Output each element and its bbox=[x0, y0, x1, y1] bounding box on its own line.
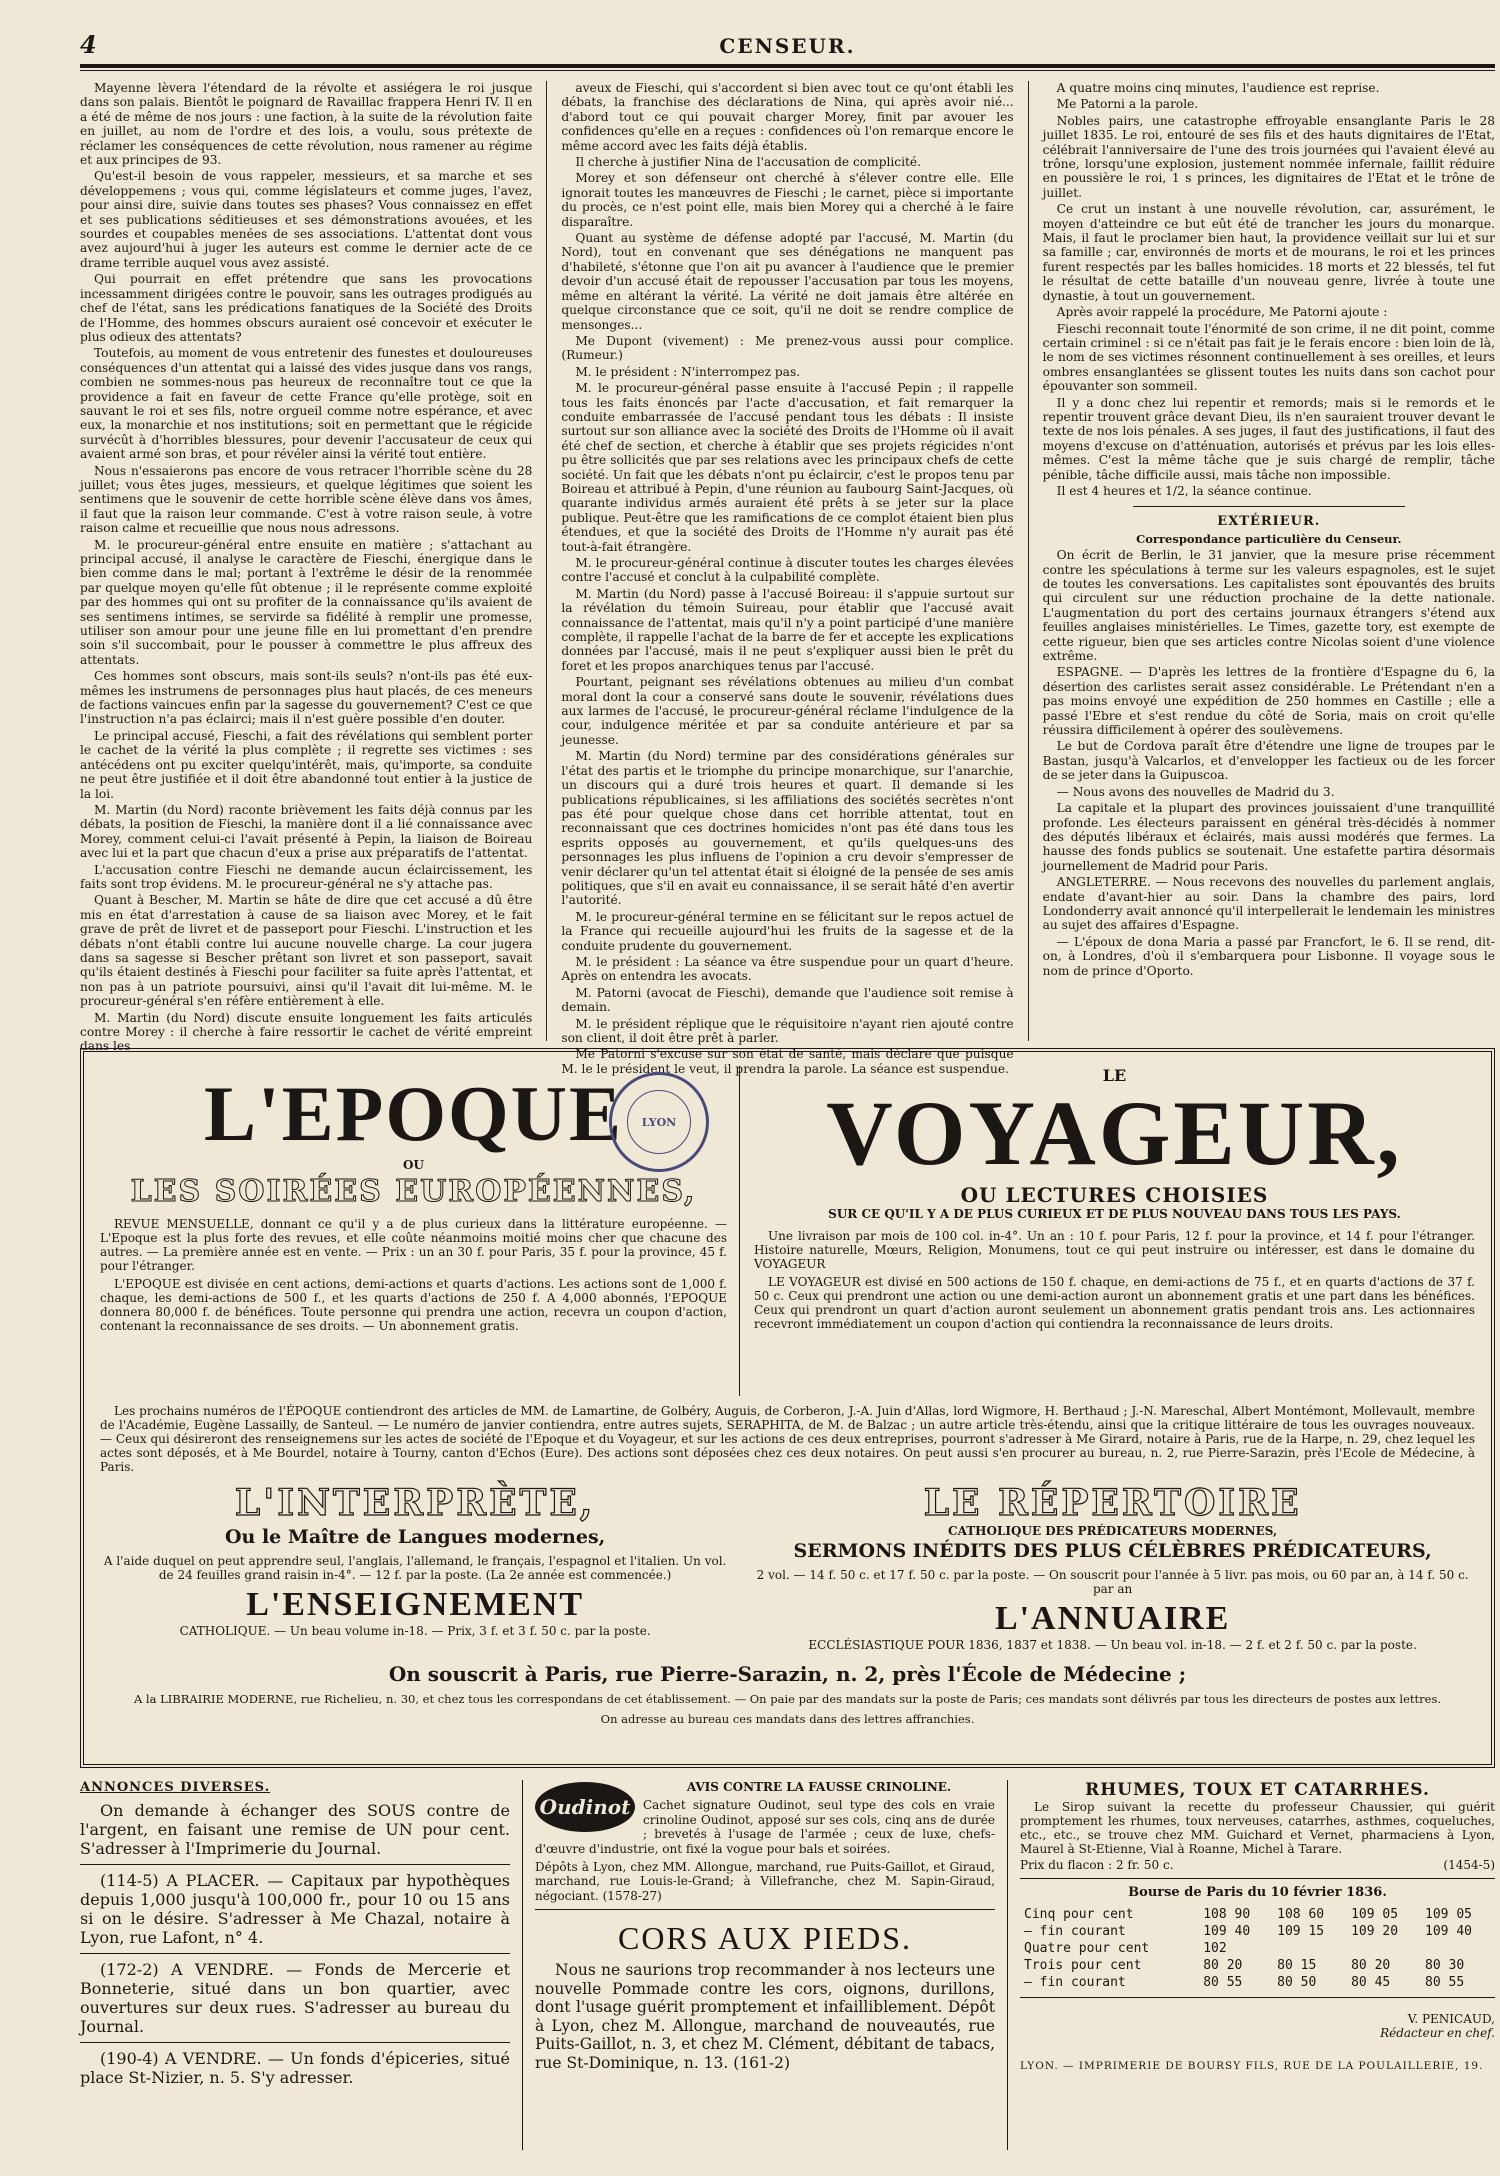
article-paragraph: Quant à Bescher, M. Martin se hâte de dire que cet accusé a dû être mis en état d'arrestation à cause de sa liaison avec Morey, et le fait grave de prêt de livret et de passeport pour Fieschi. L'instruction et les débats n'ont établi contre lui aucune nouvelle charge. La cour jugera dans sa sagesse si Bescher prêtant son livret et son passeport, savait qu'ils étaient destinés à Fieschi pour faciliter sa fuite après l'attentat, et non pas à un patriote poursuivi, ainsi qu'il l'avait dit lui-même. M. le procureur-général s'en réfère entièrement à elle. bbox=[80, 893, 533, 1009]
epoque-voyageur-note: Les prochains numéros de l'ÉPOQUE contiendront des articles de MM. de Lamartine, de Golbéry, Auguis, de Corberon, J.-A. Juin d'Allas, lord Wigmore, H. Berthaud ; J.-N. Mareschal, Albert Montémont, Mollevault, membre de l'Académie, Eugène Lassailly, de Santeul. — Le numéro de janvier contiendra, entre autres sujets, SERAPHITA, de M. de Balzac ; un autre article très-étendu, ainsi que la critique littéraire de tous les ouvrages nouveaux. — Ceux qui désireront des renseignemens sur les actes de société de l'Epoque et du Voyageur, et sur les actions de ces deux entreprises, pourront s'adresser à Me Girard, notaire à Paris, rue de la Harpe, n. 29, chez lequel les actes sont déposés, et à Me Bourdel, notaire à Tourny, canton d'Echos (Eure). Des actions sont déposées chez ces deux notaires. On peut aussi s'en procurer au bureau, n. 2, rue Pierre-Sarazin, près l'Ecole de Médecine, à Paris. bbox=[100, 1404, 1475, 1474]
article-paragraph: Qu'est-il besoin de vous rappeler, messieurs, et sa marche et ses développemens ; vous qui, comme législateurs et comme juges, l'avez, pour ainsi dire, suivie dans toutes ses phases? Vous connaissez en effet et ses publications séditieuses et ses démonstrations avouées, et les sourdes et coupables menées de ses associations. L'attentat dont vous avez aujourd'hui à juger les auteurs est comme le dernier acte de ce drame terrible auquel vous avez assisté. bbox=[80, 169, 533, 270]
rhumes-bourse-column bbox=[1008, 1780, 1495, 2150]
article-paragraph: Morey et son défenseur ont cherché à s'élever contre elle. Elle ignorait toutes les manœuvres de Fieschi ; le carnet, pièce si importante du procès, ce n'est point elle, mais bien Morey qui a cherché à le faire disparaître. bbox=[561, 171, 1014, 229]
section-rule bbox=[1133, 506, 1404, 507]
epoque-ou: OU bbox=[403, 1158, 424, 1172]
enseignement-body: CATHOLIQUE. — Un beau volume in-18. — Prix, 3 f. et 3 f. 50 c. par la poste. bbox=[179, 1624, 651, 1638]
advertisement-box bbox=[80, 1048, 1495, 1768]
stamp-center: LYON bbox=[627, 1090, 691, 1154]
bourse-row bbox=[1020, 1923, 1495, 1940]
epoque-ad bbox=[100, 1066, 740, 1396]
exterieur-body bbox=[1043, 548, 1495, 978]
article-paragraph: M. le procureur-général continue à discuter toutes les charges élevées contre l'accusé et conclut à la culpabilité complète. bbox=[561, 556, 1014, 585]
repertoire-body: 2 vol. — 14 f. 50 c. et 17 f. 50 c. par la poste. — On souscrit pour l'année à 5 livr. pas mois, ou 60 par an, à 14 f. 50 c. par an bbox=[756, 1568, 1469, 1596]
column-separator bbox=[1028, 81, 1029, 1041]
editor-role: Rédacteur en chef. bbox=[1380, 2026, 1495, 2040]
article-paragraph: Nobles pairs, une catastrophe effroyable ensanglante Paris le 28 juillet 1835. Le roi, entouré de ses fils et des hauts dignitaires de l'Etat, célébrait l'anniversaire de l'une des trois journées qui l'avaient élevé au trône, lorsqu'une explosion, justement nommée infernale, faillit réduire en poussière le roi, 1 s princes, les dignitaires de l'Etat et le trône de juillet. bbox=[1042, 113, 1495, 200]
voyageur-le: LE bbox=[1102, 1066, 1127, 1085]
running-title: CENSEUR. bbox=[719, 34, 856, 58]
bourse-value: 80 30 bbox=[1425, 1958, 1465, 1973]
bourse-value: 80 20 bbox=[1351, 1958, 1391, 1973]
article-paragraph: Le principal accusé, Fieschi, a fait des révélations qui semblent porter le cachet de la vérité la plus complète ; il regrette ses victimes : ses antécédens ont pu exciter quelqu'intérêt, mais, qu'importe, sa conduite ne peut être justifiée et il doit être abandonné tout entier à la justice de la loi. bbox=[80, 728, 533, 801]
classified-ad: (172-2) A VENDRE. — Fonds de Mercerie et Bonneterie, situé dans un bon quartier, avec ouvertures sur deux rues. S'adresser au bureau du Journal. bbox=[80, 1960, 510, 2036]
divider bbox=[1020, 1997, 1495, 1998]
article-paragraph: aveux de Fieschi, qui s'accordent si bien avec tout ce qu'ont établi les débats, la franchise des déclarations de Nina, qui après avoir nié... d'abord tout ce qui pouvait charger Morey, finit par avouer les confidences qu'elle en a reçues : confidences où l'on remarque encore le même accord avec les faits déjà établis. bbox=[561, 81, 1014, 153]
voyageur-title: VOYAGEUR, bbox=[826, 1082, 1403, 1184]
bourse-value: 80 55 bbox=[1203, 1975, 1243, 1990]
epoque-paragraph-1: REVUE MENSUELLE, donnant ce qu'il y a de plus curieux dans la littérature européenne. — L'Epoque est la plus forte des revues, et elle coûte néanmoins moitié moins cher que chacune des autres. — La première année est en vente. — Prix : un an 30 f. pour Paris, 35 f. pour la province, 45 f. pour l'étranger. bbox=[100, 1217, 727, 1273]
article-paragraph: M. le procureur-général entre ensuite en matière ; s'attachant au principal accusé, il analyse le caractère de Fieschi, énergique dans le bien comme dans le mal; portant à l'extrême le désir de la renommée par quelque moyen qu'elle fût obtenue ; il le représente comme exploité par des hommes qui ont su profiter de la connaissance qu'ils avaient de ses sentimens intimes, se servirde sa fidélité à remplir une promesse, utiliser son amour pour une jeune fille en lui promettant d'en prendre soin s'il succombait, pour le pousser à commettre le plus affreux des attentats. bbox=[80, 537, 533, 667]
bourse-table bbox=[1020, 1906, 1495, 1991]
bourse-value: 80 15 bbox=[1277, 1958, 1317, 1973]
bourse-title: Bourse de Paris du 10 février 1836. bbox=[1128, 1885, 1387, 1900]
annonces-heading: ANNONCES DIVERSES. bbox=[80, 1780, 271, 1795]
news-paragraph: — L'époux de dona Maria a passé par Francfort, le 6. Il se rend, dit-on, à Londres, d'où il s'embarquera pour Lisbonne. Il voyage sous le nom de prince d'Oporto. bbox=[1042, 934, 1495, 978]
bourse-value bbox=[1347, 1940, 1421, 1957]
voyageur-paragraph-1: Une livraison par mois de 100 col. in-4°. Un an : 10 f. pour Paris, 12 f. pour la province, et 14 f. pour l'étranger. Histoire naturelle, Mœurs, Religion, Monumens, tout ce qui peut instruire ou intéresser, est dans le domaine du VOYAGEUR bbox=[753, 1229, 1475, 1271]
article-paragraph: Il est 4 heures et 1/2, la séance continue. bbox=[1056, 483, 1312, 498]
printer-imprint: LYON. — IMPRIMERIE DE BOURSY FILS, RUE DE LA POULAILLERIE, 19. bbox=[1020, 2060, 1484, 2072]
bourse-value: 109 05 bbox=[1351, 1907, 1399, 1922]
bourse-label: Quatre pour cent bbox=[1024, 1941, 1150, 1956]
page-header bbox=[80, 28, 1495, 64]
rhumes-body: Le Sirop suivant la recette du professeur Chaussier, qui guérit promptement les rhumes, toux nerveuses, catarrhes, asthmes, coqueluches, etc., etc., se trouve chez MM. Guichard et Vernet, pharmaciens à Lyon, Maurel à St-Etienne, Vial à Roanne, Michel à Tarare. bbox=[1020, 1800, 1495, 1856]
interprete-body: A l'aide duquel on peut apprendre seul, l'anglais, l'allemand, le français, l'espagnol et l'italien. Un vol. de 24 feuilles grand raisin in-4°. — 12 f. par la poste. (La 2e année est commencée.) bbox=[103, 1554, 727, 1582]
annuaire-title: L'ANNUAIRE bbox=[994, 1600, 1231, 1637]
enseignement-title: L'ENSEIGNEMENT bbox=[246, 1586, 585, 1623]
interprete-subtitle: Ou le Maître de Langues modernes, bbox=[224, 1526, 606, 1548]
article-paragraph: Il y a donc chez lui repentir et remords; mais si le remords et le repentir trouvent grâce devant Dieu, ils n'en sauraient trouver devant le texte de nos lois pénales. A ses juges, il faut des justifications, il faut des moyens d'excuse on d'atténuation, autorisés et prévus par les lois elles-mêmes. C'est la même tâche que je suis chargé de remplir, tâche pénible, tâche difficile aussi, mais tâche non impossible. bbox=[1042, 395, 1495, 482]
odinot-body-2: Dépôts à Lyon, chez MM. Allongue, marchand, rue Puits-Gaillot, et Giraud, marchand, rue Louis-le-Grand; à Villefranche, chez M. Sapin-Giraud, négociant. (1578-27) bbox=[535, 1860, 995, 1903]
article-paragraph: M. le président : N'interrompez pas. bbox=[575, 364, 801, 379]
annuaire-body: ECCLÉSIASTIQUE POUR 1836, 1837 et 1838. — Un beau vol. in-18. — 2 f. et 2 f. 50 c. par la poste. bbox=[808, 1638, 1417, 1652]
trial-continuation bbox=[1043, 81, 1495, 498]
column-separator bbox=[546, 81, 547, 1041]
bourse-value bbox=[1273, 1940, 1347, 1957]
interprete-title: L'INTERPRÈTE, bbox=[234, 1482, 596, 1524]
news-paragraph: Le but de Cordova paraît être d'étendre une ligne de troupes par le Bastan, jusqu'à Valcarlos, et d'envelopper les factieux ou de les forcer de se jeter dans la Guipuscoa. bbox=[1042, 739, 1495, 783]
repertoire-subtitle: CATHOLIQUE DES PRÉDICATEURS MODERNES, bbox=[948, 1524, 1278, 1538]
article-paragraph: M. Martin (du Nord) discute ensuite longuement les faits articulés contre Morey : il cherche à faire ressortir le cachet de vérité empreint dans les bbox=[80, 1010, 533, 1054]
divider bbox=[80, 2042, 510, 2043]
article-paragraph: M. Patorni (avocat de Fieschi), demande que l'audience soit remise à demain. bbox=[561, 985, 1014, 1015]
epoque-title: L'EPOQUE bbox=[203, 1070, 624, 1157]
article-paragraph: Qui pourrait en effet prétendre que sans les provocations incessamment dirigées contre le pouvoir, sans les outrages prodigués au chef de l'état, sans les prédications fanatiques de la Société des Droits de l'Homme, des hommes obscurs auraient osé concevoir et exécuter le plus odieux des attentats? bbox=[80, 272, 533, 344]
bourse-value: 109 05 bbox=[1425, 1907, 1472, 1922]
repertoire-subtitle-2: SERMONS INÉDITS DES PLUS CÉLÈBRES PRÉDICATEURS, bbox=[793, 1540, 1432, 1562]
cors-title: CORS AUX PIEDS. bbox=[617, 1920, 913, 1957]
bourse-value: 109 40 bbox=[1203, 1924, 1251, 1939]
header-rule-thin bbox=[80, 70, 1495, 71]
rhumes-ref: (1454-5) bbox=[1443, 1858, 1495, 1872]
bourse-value: 80 20 bbox=[1203, 1958, 1243, 1973]
odinot-cors-column bbox=[523, 1780, 1008, 2150]
page-number: 4 bbox=[80, 30, 97, 59]
bourse-row bbox=[1020, 1906, 1495, 1923]
column-1 bbox=[80, 81, 533, 1054]
news-paragraph: On écrit de Berlin, le 31 janvier, que la mesure prise récemment contre les spéculations à terme sur les valeurs espagnoles, est le sujet de toutes les conversations. Les capitalistes sont épouvantés des bruits qui circulent sur une réduction prochaine de la dette nationale. L'augmentation du port des certains journaux étrangers s'étend aux feuilles anglaises ministérielles. Le Times, gazette tory, est exempte de cette rigueur, bien que ses articles contre Nicolas soient d'une violence extrême. bbox=[1042, 548, 1495, 664]
bourse-value: 109 20 bbox=[1351, 1924, 1399, 1939]
newspaper-page bbox=[80, 28, 1495, 2168]
article-paragraph: Me Patorni s'excuse sur son état de santé, mais déclare que puisque M. le le président le veut, il prendra la parole. La séance est suspendue. bbox=[561, 1047, 1014, 1076]
editor-signature: V. PENICAUD, bbox=[1407, 2012, 1495, 2026]
voyageur-subtitle-2: SUR CE QU'IL Y A DE PLUS CURIEUX ET DE PLUS NOUVEAU DANS TOUS LES PAYS. bbox=[828, 1207, 1401, 1221]
divider bbox=[535, 1909, 995, 1910]
article-paragraph: M. le procureur-général termine en se félicitant sur le repos actuel de la France qui recueille aujourd'hui les fruits de la sagesse et de la conduite prudente du gouvernement. bbox=[561, 909, 1014, 953]
bourse-label: — fin courant bbox=[1024, 1924, 1126, 1939]
news-paragraph: — Nous avons des nouvelles de Madrid du 3. bbox=[1056, 784, 1335, 799]
article-columns bbox=[80, 81, 1495, 1076]
bourse-value bbox=[1421, 1940, 1495, 1957]
classified-ad: On demande à échanger des SOUS contre de l'argent, en faisant une remise de UN pour cent. S'adresser à l'Imprimerie du Journal. bbox=[80, 1801, 510, 1858]
article-paragraph: Quant au système de défense adopté par l'accusé, M. Martin (du Nord), tout en convenant que ses dénégations ne manquent pas d'habileté, s'étonne que l'on ait pu avancer à l'audience que le premier devoir d'un accusé était de repousser l'accusation par tous les moyens, même en altérant la vérité. La vérité ne doit jamais être altérée en quelque circonstance que ce soit, qu'il ne doit se rendre complice de mensonges... bbox=[561, 231, 1014, 332]
news-paragraph: La capitale et la plupart des provinces jouissaient d'une tranquillité profonde. Les électeurs paraissent en général très-décidés à nommer des députés libéraux et éclairés, mais aussi modérés que fermes. La hausse des fonds publics se soutenait. Une estafette partira désormais journellement de Madrid pour Paris. bbox=[1042, 801, 1495, 873]
bourse-value: 80 50 bbox=[1277, 1975, 1317, 1990]
subscription-line: On souscrit à Paris, rue Pierre-Sarazin, n. 2, près l'École de Médecine ; bbox=[388, 1662, 1187, 1686]
odinot-logo: Oudinot bbox=[535, 1782, 635, 1832]
column-2 bbox=[561, 81, 1014, 1076]
bourse-label: Trois pour cent bbox=[1024, 1958, 1142, 1973]
article-paragraph: Pourtant, peignant ses révélations obtenues au milieu d'un combat moral dont la cour a conservé sans doute le souvenir, révélations dues aux larmes de l'accusé, le procureur-général réclame l'indulgence de la cour, indulgence méritée et par sa conduite antérieure et par sa jeunesse. bbox=[561, 675, 1014, 747]
article-paragraph: Fieschi reconnait toute l'énormité de son crime, il ne dit point, comme certain criminel : si ce n'était pas fait je le ferais encore : bien loin de là, le nom de ses victimes résonnent continuellement à ses oreilles, et leurs ombres ensanglantées se glissent toutes les nuits dans son cachot pour épouvanter son sommeil. bbox=[1042, 321, 1495, 394]
article-paragraph: Nous n'essaierons pas encore de vous retracer l'horrible scène du 28 juillet; vous êtes juges, messieurs, et quelque légitimes que soient les sentimens que le souvenir de cette horrible scène élève dans vos âmes, il faut que la raison leur commande. C'est à votre raison seule, à votre raison calme et recueillie que nous nous adressons. bbox=[80, 463, 533, 536]
voyageur-ad bbox=[740, 1066, 1475, 1396]
epoque-paragraph-2: L'EPOQUE est divisée en cent actions, demi-actions et quarts d'actions. Les actions sont de 1,000 f. chaque, les demi-actions de 500 f., et les quarts d'actions de 250 f. A 4,000 abonnés, l'EPOQUE donnera 80,000 f. de bénéfices. Toute personne qui prendra une action, recevra un coupon d'action, contenant la reconnaissance de ses droits. — Un abonnement gratis. bbox=[100, 1277, 727, 1333]
divider bbox=[80, 1953, 510, 1954]
annonces-column bbox=[80, 1780, 523, 2150]
exterieur-title: EXTÉRIEUR. bbox=[1217, 514, 1321, 530]
article-paragraph: M. Martin (du Nord) termine par des considérations générales sur l'état des partis et le triomphe du principe monarchique, sur l'anarchie, un discours qui a duré trois heures et quart. Il demande si les publications républicaines, si les affiliations des sociétés secrètes n'ont pas été pour quelque chose dans cet horrible attentat, tout en reconnaissant que ces doctrines homicides n'ont pas été dans tous les esprits opposés au gouvernement, et qu'ils quelques-uns des personnages les plus influens de l'opinion a cru devoir s'empresser de venir déclarer qu'un tel attentat était si éloigné de la pensée de ses amis politiques, que s'il en avait eu connaissance, il se serait hâté d'en avertir l'autorité. bbox=[561, 749, 1014, 908]
bourse-label: Cinq pour cent bbox=[1024, 1907, 1134, 1922]
odinot-body: Cachet signature Oudinot, seul type des cols en vraie crinoline Oudinot, apposé sur ses cols, cinq ans de durée ; brevetés à l'usage de l'armée ; ceux de luxe, chefs-d'œuvre d'industrie, ont fixé la vogue pour bals et soirées. bbox=[535, 1798, 995, 1856]
article-paragraph: M. le président réplique que le réquisitoire n'ayant rien ajouté contre son client, il doit être prêt à parler. bbox=[561, 1016, 1014, 1045]
article-paragraph: Mayenne lèvera l'étendard de la révolte et assiégera le roi jusque dans son palais. Bientôt le poignard de Ravaillac frappera Henri IV. Il en a été de même de nos jours : une faction, à la suite de la révolution faite en juillet, au nom de l'ordre et des lois, a voulu, sous prétexte de réclamer les conséquences de cette révolution, nous ramener au régime et aux principes de 93. bbox=[80, 81, 533, 168]
bourse-label: — fin courant bbox=[1024, 1975, 1126, 1990]
column-3 bbox=[1043, 81, 1495, 1041]
voyageur-subtitle: OU LECTURES CHOISIES bbox=[960, 1183, 1269, 1207]
ad-footnote-1: A la LIBRAIRIE MODERNE, rue Richelieu, n. 30, et chez tous les correspondans de cet établissement. — On paie par des mandats sur la poste de Paris; ces mandats sont délivrés par tous les directeurs de postes aux lettres. bbox=[133, 1692, 1442, 1706]
article-paragraph: Toutefois, au moment de vous entretenir des funestes et douloureuses conséquences d'un attentat qui a laissé des vides jusque dans vos rangs, combien ne sommes-nous pas heureux de reconnaître tout ce que la providence a fait en faveur de cette France qu'elle protège, soit en sauvant le roi et ses fils, notre orgueil comme notre espérance, et avec eux, la monarchie et nos institutions; soit en permettant que le régicide survécût à d'horribles blessures, pour devenir l'accusateur de ceux qui avaient armé son bras, et pour révéler ainsi la vérité tout entière. bbox=[80, 346, 533, 462]
library-stamp bbox=[609, 1072, 709, 1172]
classified-section bbox=[80, 1780, 1495, 2150]
article-paragraph: Après avoir rappelé la procédure, Me Patorni ajoute : bbox=[1056, 305, 1388, 320]
article-paragraph: L'accusation contre Fieschi ne demande aucun éclaircissement, les faits sont trop évidens. M. le procureur-général ne s'y attache pas. bbox=[80, 862, 533, 891]
cors-body: Nous ne saurions trop recommander à nos lecteurs une nouvelle Pommade contre les cors, oignons, durillons, dont l'usage guérit promptement et infailliblement. Dépôt à Lyon, chez M. Allongue, marchand de nouveautés, rue Puits-Gaillot, n. 3, et chez M. Clément, débitant de tabacs, rue St-Dominique, n. 13. (161-2) bbox=[535, 1961, 995, 2072]
article-paragraph: M. Martin (du Nord) passe à l'accusé Boireau: il s'appuie surtout sur la révélation du témoin Suireau, pour établir que l'accusé avait connaissance de l'attentat, mais qu'il n'y a point participé d'une manière complète, il rappelle l'achat de la barre de fer et accepte les explications données par l'accusé, mais il ne peut s'expliquer aussi bien le prêt du foret et les propos anarchiques tenus par l'accusé. bbox=[561, 586, 1014, 673]
divider bbox=[1020, 1878, 1495, 1879]
article-paragraph: Me Patorni a la parole. bbox=[1056, 97, 1199, 112]
article-paragraph: Me Dupont (vivement) : Me prenez-vous aussi pour complice. (Rumeur.) bbox=[561, 333, 1014, 363]
ad-footnote-2: On adresse au bureau ces mandats dans des lettres affranchies. bbox=[600, 1712, 975, 1726]
divider bbox=[80, 1864, 510, 1865]
article-paragraph: Ce crut un instant à une nouvelle révolution, car, assurément, le moyen d'atteindre ce but eût été de trancher les jours du monarque. Mais, il faut le proclamer bien haut, la providence veillait sur lui et sur sa famille ; car, environnés de morts et de mourans, le roi et les princes furent respectés par les balles homicides. 18 morts et 22 blessés, tel fut le résultat de cette bataille d'un nouveau genre, livrée à toute une dynastie, à tout un gouvernement. bbox=[1042, 202, 1495, 303]
news-paragraph: ESPAGNE. — D'après les lettres de la frontière d'Espagne du 6, la désertion des carlistes serait assez considérable. Le Prétendant n'en a pas moins envoyé une expédition de 250 hommes en Castille ; elle a passé l'Ebre et s'est rendue du côté de Soria, mais on croit qu'elle réussira difficilement à opérer des soulèvemens. bbox=[1042, 665, 1495, 738]
bourse-value: 80 55 bbox=[1425, 1975, 1465, 1990]
voyageur-paragraph-2: LE VOYAGEUR est divisé en 500 actions de 150 f. chaque, en demi-actions de 75 f., et en quarts d'actions de 37 f. 50 c. Ceux qui prendront une action ou une demi-action auront un abonnement gratis et une part dans les bénéfices. Ceux qui prendront un quart d'action auront seulement un abonnement gratis pendant trois ans. Les actionnaires recevront immédiatement un coupon d'action qui contiendra la reconnaissance de leurs droits. bbox=[753, 1275, 1475, 1331]
odinot-title: AVIS CONTRE LA FAUSSE CRINOLINE. bbox=[686, 1780, 952, 1794]
bourse-value: 109 40 bbox=[1425, 1924, 1472, 1939]
classified-ad: (114-5) A PLACER. — Capitaux par hypothèques depuis 1,000 jusqu'à 100,000 fr., pour 10 ou 15 ans si on le désire. S'adresser à Me Chazal, notaire à Lyon, rue Lafont, n° 4. bbox=[80, 1871, 510, 1947]
bourse-value: 108 60 bbox=[1277, 1907, 1325, 1922]
bourse-value: 109 15 bbox=[1277, 1924, 1325, 1939]
rhumes-title: RHUMES, TOUX ET CATARRHES. bbox=[1085, 1780, 1430, 1800]
article-paragraph: M. le procureur-général passe ensuite à l'accusé Pepin ; il rappelle tous les faits énoncés par l'acte d'accusation, et fait remarquer la conduite embarrassée de l'accusé pendant tous les débats : Il insiste surtout sur son alliance avec la société des Droits de l'Homme où il avait été chef de section, et cherche à établir que ses projets régicides n'ont pu être sollicités que par ses relations avec les principaux chefs de cette société. Un fait que les débats n'ont pu éclaircir, c'est le propos tenu par Boireau et attribué à Pepin, d'une réunion au faubourg Saint-Jacques, où quarante individus armés auraient été prêts à se jeter sur la place publique. Peut-être que les ramifications de ce complot étaient bien plus étendues, et que la société des Droits de l'Homme n'y aurait pas été tout-à-fait étrangère. bbox=[561, 381, 1014, 554]
article-paragraph: M. Martin (du Nord) raconte brièvement les faits déjà connus par les débats, la position de Fieschi, la manière dont il a lié connaissance avec Morey, comment celui-ci l'avait présenté à Pepin, la liaison de Boireau avec lui et la part que chacun d'eux a prise aux préparatifs de l'attentat. bbox=[80, 802, 533, 861]
bourse-row bbox=[1020, 1940, 1495, 1957]
article-paragraph: M. le président : La séance va être suspendue pour un quart d'heure. Après on entendra les avocats. bbox=[561, 954, 1014, 984]
bourse-row bbox=[1020, 1957, 1495, 1974]
article-paragraph: A quatre moins cinq minutes, l'audience est reprise. bbox=[1056, 81, 1380, 95]
classified-ad: (190-4) A VENDRE. — Un fonds d'épiceries, situé place St-Nizier, n. 5. S'y adresser. bbox=[80, 2049, 510, 2087]
header-rule bbox=[80, 64, 1495, 68]
bourse-row bbox=[1020, 1974, 1495, 1991]
bourse-value: 102 bbox=[1203, 1941, 1227, 1956]
rhumes-price: Prix du flacon : 2 fr. 50 c. bbox=[1020, 1858, 1174, 1872]
bourse-value: 80 45 bbox=[1351, 1975, 1391, 1990]
exterieur-subtitle: Correspondance particulière du Censeur. bbox=[1136, 531, 1402, 546]
news-paragraph: ANGLETERRE. — Nous recevons des nouvelles du parlement anglais, endate d'avant-hier au soir. Dans la chambre des pairs, lord Londonderry avait annoncé qu'il interpellerait le lendemain les ministres au sujet des affaires d'Espagne. bbox=[1042, 875, 1495, 933]
epoque-subtitle: LES SOIRÉES EUROPÉENNES, bbox=[130, 1174, 697, 1209]
article-paragraph: Ces hommes sont obscurs, mais sont-ils seuls? n'ont-ils pas été eux-mêmes les instrumens de personnages plus haut placés, de ces meneurs de factions vaincues enfin par la sagesse du gouvernement? C'est ce que l'instruction n'a pas éclairci; mais il n'est guère possible d'en douter. bbox=[80, 669, 533, 727]
bourse-value: 108 90 bbox=[1203, 1907, 1251, 1922]
repertoire-title: LE RÉPERTOIRE bbox=[923, 1482, 1302, 1524]
article-paragraph: Il cherche à justifier Nina de l'accusation de complicité. bbox=[575, 155, 921, 170]
